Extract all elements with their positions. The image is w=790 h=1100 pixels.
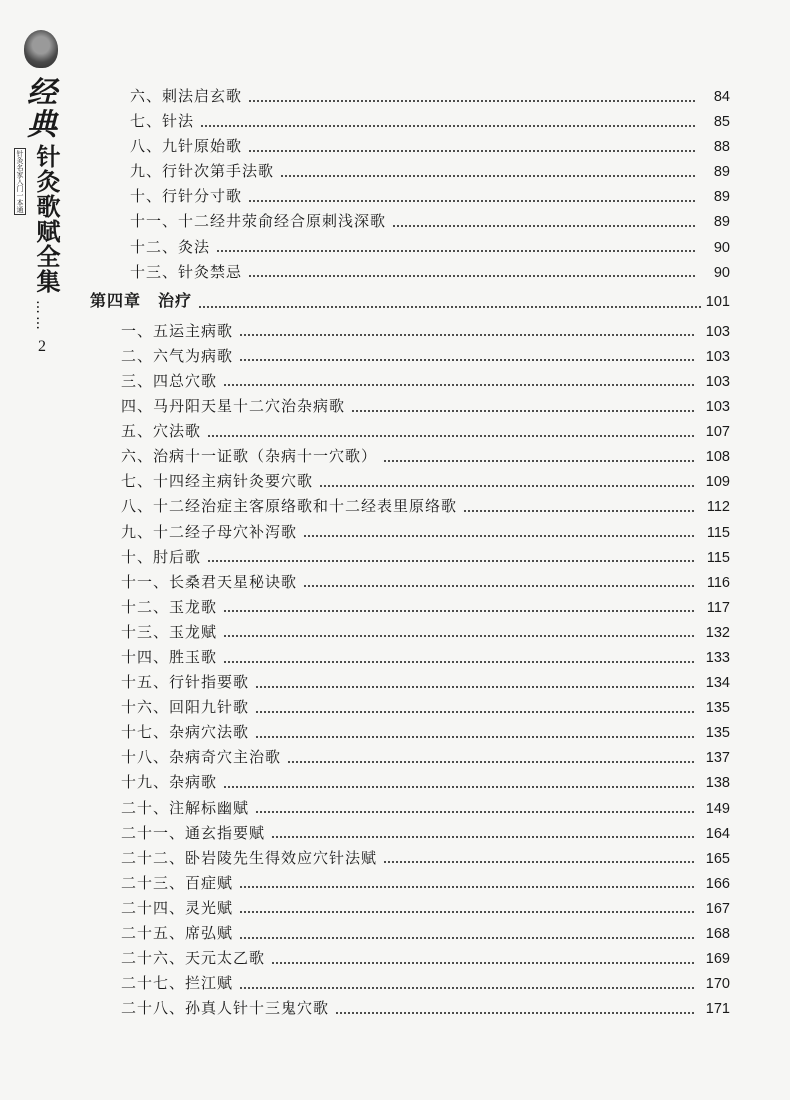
toc-entry-page: 171 (705, 1001, 730, 1018)
toc-entry-title: 二十六、天元太乙歌 (121, 949, 266, 968)
toc-entry-title: 七、十四经主病针灸要穴歌 (121, 472, 314, 491)
toc-entry[interactable] (90, 571, 730, 596)
toc-entry-page: 107 (705, 424, 730, 441)
toc-entry-title: 一、五运主病歌 (121, 321, 234, 340)
dot-leader (216, 250, 696, 252)
dot-leader (463, 510, 696, 512)
toc-entry[interactable] (90, 495, 730, 520)
dot-leader (383, 460, 696, 462)
toc-entry-page: 90 (713, 239, 730, 256)
toc-entry[interactable] (90, 596, 730, 621)
toc-entry-page: 115 (706, 549, 730, 566)
toc-entry[interactable] (90, 646, 730, 671)
toc-entry[interactable] (90, 621, 730, 646)
dot-leader (223, 384, 696, 386)
toc-entry-title: 六、刺法启玄歌 (130, 87, 243, 105)
toc-entry[interactable] (90, 822, 730, 847)
toc-entry-page: 88 (713, 139, 730, 156)
toc-entry-title: 二十七、拦江赋 (121, 974, 234, 993)
toc-entry[interactable] (90, 185, 730, 210)
toc-entry[interactable] (90, 872, 730, 897)
dot-leader (223, 610, 696, 612)
toc-entry[interactable] (90, 395, 730, 420)
dot-leader (248, 200, 696, 202)
dot-leader (271, 836, 696, 838)
toc-entry-page: 103 (705, 399, 730, 416)
toc-entry-page: 167 (705, 900, 730, 917)
toc-entry-page: 108 (705, 449, 730, 466)
toc-entry-title: 十二、玉龙歌 (121, 597, 218, 616)
toc-entry[interactable] (90, 85, 730, 110)
dot-leader (239, 334, 696, 336)
toc-entry-title: 二十八、孙真人针十三鬼穴歌 (121, 999, 330, 1018)
toc-entry-title: 二十一、通玄指要赋 (121, 823, 266, 842)
toc-entry[interactable] (90, 972, 730, 997)
toc-entry-title: 十七、杂病穴法歌 (121, 723, 250, 742)
toc-entry-page: 149 (705, 800, 730, 817)
toc-entry-page: 109 (705, 474, 730, 491)
toc-entry-page: 116 (706, 574, 730, 591)
toc-entry-title: 九、行针次第手法歌 (130, 162, 275, 181)
toc-entry-title: 二十四、灵光赋 (121, 898, 234, 917)
toc-entry[interactable] (90, 420, 730, 445)
toc-entry-title: 二十、注解标幽赋 (121, 798, 250, 817)
toc-entry[interactable] (90, 797, 730, 822)
dot-leader (255, 736, 696, 738)
dot-leader (248, 275, 696, 277)
dot-leader (223, 635, 696, 637)
toc-entry-page: 90 (713, 264, 730, 281)
toc-entry-title: 八、九针原始歌 (130, 137, 243, 156)
toc-entry-title: 十三、针灸禁忌 (130, 262, 243, 281)
side-dots: …… (33, 300, 49, 332)
dot-leader (239, 937, 696, 939)
toc-entry-page: 115 (706, 524, 730, 541)
toc-entry-page: 132 (705, 624, 730, 641)
toc-entry-page: 89 (713, 164, 730, 181)
toc-entry-page: 89 (713, 214, 730, 231)
toc-entry-page: 103 (705, 373, 730, 390)
toc-entry[interactable] (90, 445, 730, 470)
dot-leader (271, 962, 696, 964)
toc-entry-page: 169 (705, 951, 730, 968)
dot-leader (239, 987, 696, 989)
series-block (14, 144, 64, 294)
toc-entry[interactable] (90, 922, 730, 947)
dot-leader (223, 661, 696, 663)
toc-entry-page: 165 (705, 850, 730, 867)
toc-entry-title: 三、四总穴歌 (121, 371, 218, 390)
toc-entry-title: 十一、长桑君天星秘诀歌 (121, 572, 298, 591)
toc-entry[interactable] (90, 771, 730, 796)
toc-entry[interactable] (90, 997, 730, 1022)
toc-entry-title: 二十五、席弘赋 (121, 924, 234, 942)
dot-leader (207, 435, 696, 437)
table-of-contents (90, 85, 730, 1022)
toc-entry-title: 十三、玉龙赋 (121, 622, 218, 641)
toc-entry-title: 四、马丹阳天星十二穴治杂病歌 (121, 397, 346, 416)
toc-entry[interactable] (90, 671, 730, 696)
toc-entry[interactable] (90, 746, 730, 771)
page-number: 2 (38, 338, 46, 355)
toc-entry[interactable] (90, 847, 730, 872)
dot-leader (383, 861, 696, 863)
dot-leader (223, 786, 696, 788)
toc-entry[interactable] (90, 135, 730, 160)
toc-entry-title: 九、十二经子母穴补泻歌 (121, 522, 298, 541)
series-title: 针灸歌赋全集 (32, 144, 60, 294)
toc-entry-title: 十六、回阳九针歌 (121, 698, 250, 717)
dot-leader (287, 761, 696, 763)
toc-entry-page: 134 (705, 675, 730, 692)
toc-entry-title: 八、十二经治症主客原络歌和十二经表里原络歌 (121, 497, 458, 516)
toc-entry[interactable] (90, 345, 730, 370)
toc-entry-page: 168 (705, 926, 730, 942)
toc-entry-page: 89 (713, 189, 730, 206)
toc-entry[interactable] (90, 696, 730, 721)
dot-leader (319, 485, 696, 487)
toc-entry[interactable] (90, 110, 730, 135)
toc-entry-page: 133 (705, 649, 730, 666)
dot-leader (248, 150, 696, 152)
dot-leader (239, 911, 696, 913)
toc-entry-page: 138 (705, 775, 730, 792)
toc-entry-page: 166 (705, 875, 730, 892)
chapter-title: 第四章 治疗 (90, 290, 193, 310)
toc-entry[interactable] (90, 236, 730, 261)
brand-calligraphy: 经典 (21, 76, 56, 140)
toc-entry-page: 112 (706, 499, 730, 516)
toc-entry-title: 十八、杂病奇穴主治歌 (121, 748, 282, 767)
dot-leader (351, 410, 696, 412)
toc-entry-title: 十四、胜玉歌 (121, 647, 218, 666)
dot-leader (248, 100, 696, 102)
toc-entry[interactable] (90, 370, 730, 395)
toc-entry-title: 十一、十二经井荥俞经合原刺浅深歌 (130, 212, 387, 231)
toc-entry-title: 六、治病十一证歌（杂病十一穴歌） (121, 447, 378, 466)
toc-entry[interactable] (90, 160, 730, 185)
toc-entry[interactable] (90, 546, 730, 571)
toc-entry-title: 五、穴法歌 (121, 422, 202, 441)
toc-entry-page: 84 (713, 89, 730, 105)
dot-leader (335, 1012, 696, 1014)
dot-leader (392, 225, 696, 227)
dot-leader (239, 886, 696, 888)
toc-entry-title: 二十二、卧岩陵先生得效应穴针法赋 (121, 848, 378, 867)
toc-entry-title: 二、六气为病歌 (121, 346, 234, 365)
dot-leader (303, 535, 696, 537)
toc-entry-title: 十二、灸法 (130, 237, 211, 256)
toc-entry-page: 164 (705, 825, 730, 842)
top-entries (90, 85, 730, 286)
toc-entry-title: 七、针法 (130, 112, 195, 131)
dot-leader (255, 711, 696, 713)
toc-entry-page: 135 (705, 700, 730, 717)
toc-entry-title: 二十三、百症赋 (121, 873, 234, 892)
lotus-emblem-icon (24, 30, 58, 68)
toc-entry[interactable] (90, 897, 730, 922)
toc-entry-title: 十九、杂病歌 (121, 773, 218, 792)
side-margin-decoration (14, 30, 64, 356)
toc-entry-page: 117 (706, 599, 730, 616)
toc-entry[interactable] (90, 721, 730, 746)
toc-entry-title: 十、肘后歌 (121, 547, 202, 566)
toc-entry-page: 137 (705, 750, 730, 767)
chapter-heading[interactable] (90, 286, 730, 320)
chapter-page: 101 (705, 293, 730, 310)
dot-leader (200, 125, 696, 127)
dot-leader (198, 306, 702, 308)
toc-entry-page: 103 (705, 323, 730, 340)
toc-entry-page: 85 (713, 114, 730, 131)
dot-leader (239, 359, 696, 361)
toc-entry[interactable] (90, 261, 730, 286)
toc-entry[interactable] (90, 470, 730, 495)
toc-entry[interactable] (90, 210, 730, 235)
dot-leader (280, 175, 696, 177)
chapter-entries (90, 320, 730, 1023)
dot-leader (207, 560, 696, 562)
toc-entry-title: 十、行针分寸歌 (130, 187, 243, 206)
toc-entry-page: 135 (705, 725, 730, 742)
series-subtitle: 针灸名家入门一本通 (16, 150, 24, 213)
toc-entry[interactable] (90, 947, 730, 972)
toc-entry-title: 十五、行针指要歌 (121, 673, 250, 692)
toc-entry-page: 170 (705, 976, 730, 993)
toc-entry[interactable] (90, 320, 730, 345)
dot-leader (255, 686, 696, 688)
toc-entry[interactable] (90, 521, 730, 546)
dot-leader (255, 811, 696, 813)
dot-leader (303, 585, 696, 587)
toc-entry-page: 103 (705, 348, 730, 365)
